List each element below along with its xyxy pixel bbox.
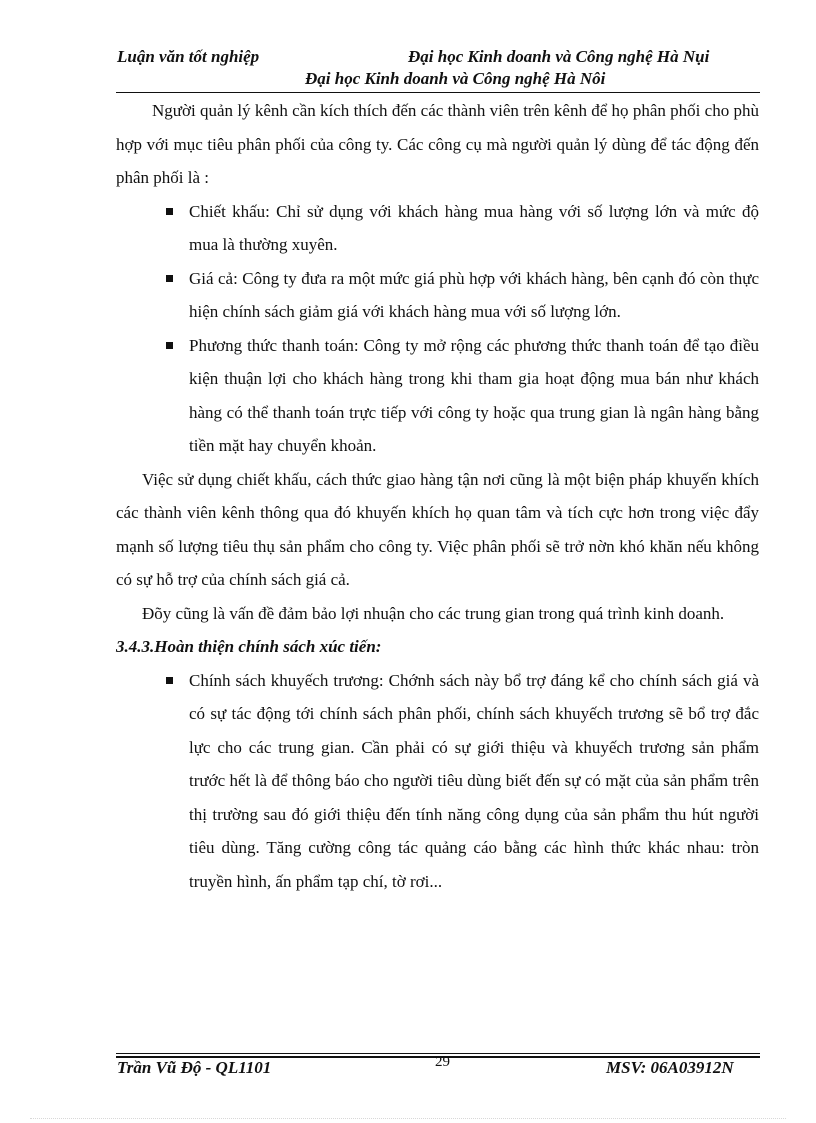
header-divider	[116, 92, 760, 93]
page-body	[116, 94, 759, 898]
promotion-list	[116, 664, 759, 899]
list-item	[116, 329, 759, 463]
distribution-tools-list	[116, 195, 759, 463]
header-thesis-label: Luận văn tốt nghiệp	[117, 47, 260, 66]
list-item-text: Chính sách khuyếch trương: Chớnh sách này bổ trợ đáng kể cho chính sách giá và có sự tác động tới chính sách phân phối, chính sách khuyếch trương sẽ bổ trợ đắc lực cho các trung gian. Cần phải có sự giới thiệu và khuyếch trương sản phẩm trước hết là để thông báo cho người tiêu dùng biết đến sự có mặt của sản phẩm trên thị trường sau đó giới thiệu đến tính năng công dụng của sản phẩm thu hút người tiêu dùng. Tăng cường công tác quảng cáo bằng các hình thức khác nhau: tròn truyền hình, ấn phẩm tạp chí, tờ rơi...	[189, 670, 759, 891]
section-heading: 3.4.3.Hoàn thiện chính sách xúc tiến:	[116, 637, 382, 656]
footer-author: Trần Vũ Độ - QL1101	[117, 1058, 272, 1077]
list-item-text: Giá cả: Công ty đưa ra một mức giá phù hợp với khách hàng, bên cạnh đó còn thực hiện chính sách giảm giá với khách hàng mua với số lượng lớn.	[189, 268, 759, 321]
square-bullet-icon	[166, 275, 173, 282]
list-item-text: Chiết khấu: Chỉ sử dụng với khách hàng mua hàng với số lượng lớn và mức độ mua là thường xuyên.	[189, 201, 759, 254]
discount-paragraph: Việc sử dụng chiết khấu, cách thức giao hàng tận nơi cũng là một biện pháp khuyến khích các thành viên kênh thông qua đó khuyến khích họ quan tâm và tích cực hơn trong việc đẩy mạnh số lượng tiêu thụ sản phẩm cho công ty. Việc phân phối sẽ trở nờn khó khăn nếu không có sự hỗ trợ của chính sách giá cả.	[116, 469, 759, 589]
header-university-name-repeat: Đại học Kinh doanh và Công nghệ Hà Nôi	[305, 69, 606, 88]
list-item	[116, 262, 759, 329]
profit-paragraph: Đõy cũng là vấn đề đảm bảo lợi nhuận cho các trung gian trong quá trình kinh doanh.	[142, 603, 725, 623]
list-item-text: Phương thức thanh toán: Công ty mở rộng các phương thức thanh toán để tạo điều kiện thuận lợi cho khách hàng trong khi tham gia hoạt động mua bán như khách hàng có thể thanh toán trực tiếp với công ty hoặc qua trung gian là ngân hàng bằng tiền mặt hay chuyển khoản.	[189, 335, 759, 455]
list-item	[116, 195, 759, 262]
page-number: 29	[435, 1054, 450, 1070]
square-bullet-icon	[166, 342, 173, 349]
intro-paragraph: Người quản lý kênh cần kích thích đến các thành viên trên kênh để họ phân phối cho phù hợp với mục tiêu phân phối của công ty. Các công cụ mà người quản lý dùng để tác động đến phân phối là :	[116, 101, 759, 187]
footer-student-id: MSV: 06A03912N	[606, 1058, 734, 1077]
page-edge-dotted-line	[30, 1118, 786, 1119]
square-bullet-icon	[166, 208, 173, 215]
list-item	[116, 664, 759, 899]
square-bullet-icon	[166, 677, 173, 684]
header-university-name: Đại học Kinh doanh và Công nghệ Hà Nụi	[408, 47, 710, 66]
